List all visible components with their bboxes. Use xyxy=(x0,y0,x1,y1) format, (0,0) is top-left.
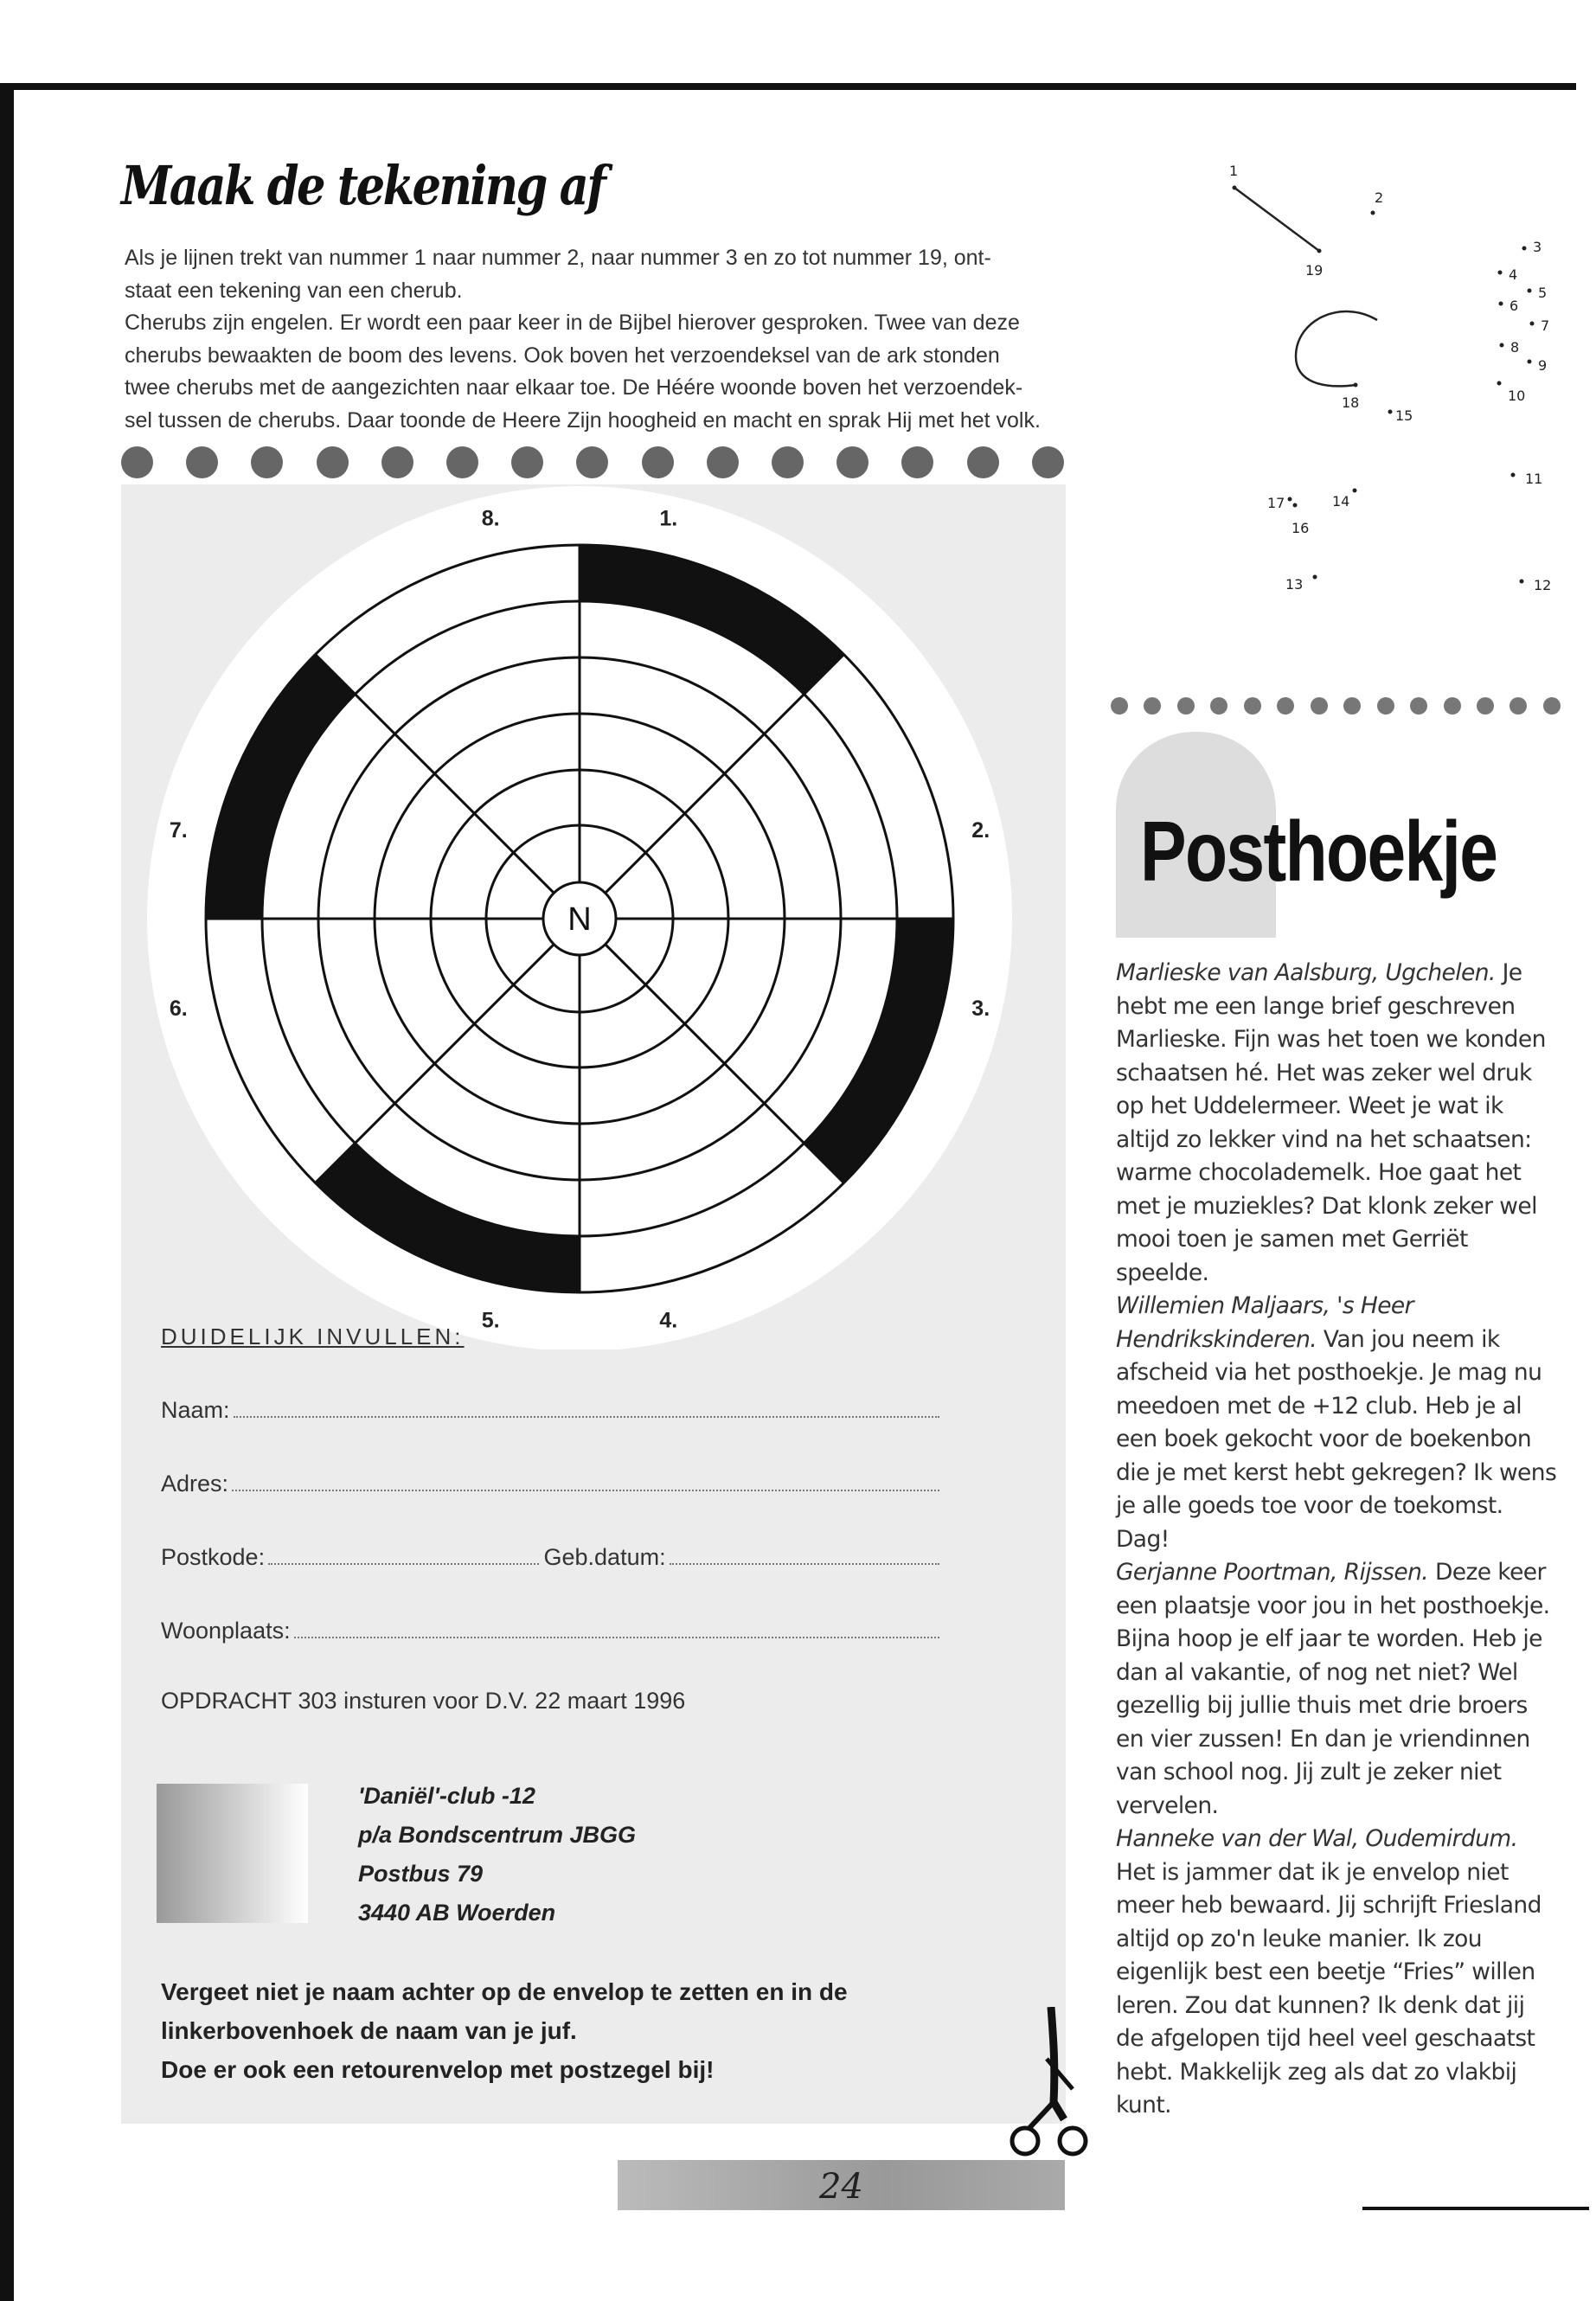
puzzle-number: 3 xyxy=(1533,239,1542,255)
puzzle-dot xyxy=(1353,489,1357,493)
puzzle-dot xyxy=(1528,289,1532,293)
puzzle-dot xyxy=(1233,186,1237,190)
mailing-address xyxy=(358,1777,636,1932)
puzzle-dot xyxy=(1528,360,1532,364)
puzzle-dot xyxy=(1520,580,1524,584)
address-label: Adres: xyxy=(161,1471,229,1497)
divider-dot xyxy=(446,446,478,478)
puzzle-dot xyxy=(1499,302,1503,306)
puzzle-number: 15 xyxy=(1395,407,1413,424)
divider-dot xyxy=(1477,697,1494,715)
puzzle-number: 11 xyxy=(1525,471,1543,487)
puzzle-dot xyxy=(1288,497,1292,502)
address-blank[interactable] xyxy=(232,1489,939,1491)
divider-dot xyxy=(1244,697,1261,715)
divider-dot xyxy=(1444,697,1461,715)
puzzle-dot xyxy=(1522,247,1527,251)
puzzle-number: 12 xyxy=(1534,577,1552,593)
letter-name: Willemien Maljaars, 's Heer Hendrikskinderen. xyxy=(1116,1292,1413,1353)
reminder-line: Doe er ook een retourenvelop met postzegel bij! xyxy=(161,2056,715,2083)
name-blank[interactable] xyxy=(234,1415,939,1418)
postcode-blank[interactable] xyxy=(268,1562,538,1565)
letter-name: Marlieske van Aalsburg, Ugchelen. xyxy=(1116,959,1496,986)
page-number: 24 xyxy=(819,2167,863,2207)
puzzle-number: 5 xyxy=(1538,285,1548,301)
compass-wheel xyxy=(121,484,1066,1349)
page-border-top xyxy=(0,83,1576,90)
puzzle-number: 2 xyxy=(1375,189,1384,206)
divider-dot xyxy=(1277,697,1294,715)
dot-divider xyxy=(121,446,1064,478)
puzzle-dot xyxy=(1498,271,1503,275)
page-border-left xyxy=(0,83,14,2301)
segment-label: 4. xyxy=(659,1308,678,1333)
puzzle-number: 7 xyxy=(1541,317,1550,334)
name-field[interactable] xyxy=(161,1397,939,1424)
intro-text xyxy=(125,242,1215,437)
puzzle-number: 17 xyxy=(1267,495,1285,511)
divider-dot xyxy=(576,446,608,478)
posthoekje-title: Posthoekje xyxy=(1140,804,1497,899)
reminder-text xyxy=(161,1972,991,2089)
address-line: Postbus 79 xyxy=(358,1861,484,1887)
segment-label: 5. xyxy=(481,1308,500,1333)
postcode-birthdate-row xyxy=(161,1544,939,1571)
puzzle-dot xyxy=(1530,322,1535,326)
city-field[interactable] xyxy=(161,1618,939,1644)
segment-label: 7. xyxy=(169,818,188,843)
divider-dot xyxy=(1410,697,1427,715)
divider-dot xyxy=(772,446,804,478)
reminder-line: linkerbovenhoek de naam van je juf. xyxy=(161,2017,577,2044)
address-line: 3440 AB Woerden xyxy=(358,1900,556,1926)
segment-label: 1. xyxy=(659,506,678,531)
postcode-label: Postkode: xyxy=(161,1544,266,1570)
form-heading: DUIDELIJK INVULLEN: xyxy=(161,1324,465,1349)
divider-dot xyxy=(1377,697,1394,715)
letter-body: Van jou neem ik afscheid via het posthoekje. Je mag nu meedoen met de +12 club. Heb je al een boek gekocht voor de boekenbon die je met kerst hebt gekregen? Ik wens je alle goeds toe voor de toekomst. Dag! xyxy=(1116,1325,1557,1553)
divider-dot xyxy=(1032,446,1064,478)
puzzle-number: 1 xyxy=(1229,163,1239,179)
puzzle-number: 16 xyxy=(1292,520,1310,536)
divider-dot xyxy=(1543,697,1561,715)
divider-dot xyxy=(121,446,153,478)
divider-dot xyxy=(642,446,674,478)
divider-dot xyxy=(1343,697,1361,715)
drawn-line xyxy=(1234,188,1319,251)
letter-body: Deze keer een plaatsje voor jou in het posthoekje. Bijna hoop je elf jaar te worden. Heb je dan al vakantie, of nog net niet? Wel gezellig bij jullie thuis met drie broers en vier zussen! En dan je vriendinnen van school nog. Jij zult je zeker niet vervelen. xyxy=(1116,1559,1550,1819)
address-line: p/a Bondscentrum JBGG xyxy=(358,1822,637,1848)
divider-dot xyxy=(1210,697,1227,715)
divider-dot xyxy=(1177,697,1195,715)
puzzle-dot xyxy=(1293,503,1298,508)
puzzle-number: 13 xyxy=(1285,576,1304,593)
puzzle-number: 9 xyxy=(1538,357,1548,374)
puzzle-number: 4 xyxy=(1509,266,1518,283)
letter-body: Je hebt me een lange brief geschreven Marlieske. Fijn was het toen we konden schaatsen hé. Het was zeker wel druk op het Uddelermeer. Weet je wat ik altijd zo lekker vind na het schaatsen: warme chocolademelk. Hoe gaat het met je muziekles? Dat klonk zeker wel mooi toen je samen met Gerriët speelde. xyxy=(1116,959,1546,1286)
puzzle-number: 6 xyxy=(1509,298,1519,314)
segment-label: 2. xyxy=(971,818,990,843)
wheel-center-label: N xyxy=(567,901,592,938)
divider-dot xyxy=(1144,697,1161,715)
letter-body: Het is jammer dat ik je envelop niet meer heb bewaard. Jij schrijft Friesland altijd op zo'n leuke manier. Ik zou eigenlijk best een beetje “Fries” willen leren. Zou dat kunnen? Ik denk dat jij de afgelopen tijd heel veel geschaatst hebt. Makkelijk zeg als dat zo vlakbij kunt. xyxy=(1116,1858,1542,2118)
puzzle-dot xyxy=(1313,575,1317,580)
puzzle-number: 19 xyxy=(1305,262,1324,279)
segment-label: 8. xyxy=(481,506,500,531)
divider-dot xyxy=(251,446,283,478)
puzzle-number: 18 xyxy=(1342,394,1360,411)
intro-line: twee cherubs met de aangezichten naar elkaar toe. De Héére woonde boven het verzoendek- xyxy=(125,375,1023,400)
puzzle-dot xyxy=(1371,211,1375,215)
drawn-curve xyxy=(1296,311,1377,386)
divider-dot xyxy=(836,446,869,478)
birthdate-label: Geb.datum: xyxy=(543,1544,666,1570)
puzzle-dot xyxy=(1317,249,1322,253)
page-title: Maak de tekening af xyxy=(121,154,605,217)
puzzle-number: 10 xyxy=(1508,388,1526,404)
deadline-text: OPDRACHT 303 insturen voor D.V. 22 maart 1996 xyxy=(161,1688,686,1714)
intro-line: sel tussen de cherubs. Daar toonde de Heere Zijn hoogheid en macht en sprak Hij met het volk. xyxy=(125,407,1041,433)
address-line: 'Daniël'-club -12 xyxy=(358,1783,535,1809)
scissors-icon xyxy=(1003,2007,1099,2167)
address-field[interactable] xyxy=(161,1471,939,1497)
puzzle-dot xyxy=(1388,410,1393,414)
intro-line: cherubs bewaakten de boom des levens. Ook boven het verzoendeksel van de ark stonden xyxy=(125,343,1000,368)
connect-the-dots-puzzle xyxy=(1194,156,1592,709)
page-border-bottom xyxy=(1362,2207,1589,2210)
city-label: Woonplaats: xyxy=(161,1618,291,1644)
divider-dot xyxy=(1311,697,1328,715)
intro-line: Als je lijnen trekt van nummer 1 naar nummer 2, naar nummer 3 en zo tot nummer 19, ont- xyxy=(125,246,991,270)
segment-label: 6. xyxy=(169,996,188,1021)
puzzle-dot xyxy=(1500,343,1504,348)
letter-name: Gerjanne Poortman, Rijssen. xyxy=(1116,1559,1429,1586)
puzzle-number: 8 xyxy=(1510,339,1520,356)
city-blank[interactable] xyxy=(294,1636,939,1638)
reminder-line: Vergeet niet je naam achter op de envelop te zetten en in de xyxy=(161,1978,848,2005)
divider-dot xyxy=(1111,697,1128,715)
divider-dot xyxy=(317,446,349,478)
divider-dot xyxy=(511,446,543,478)
divider-dot xyxy=(186,446,218,478)
entry-form xyxy=(161,1324,939,1715)
letter-name: Hanneke van der Wal, Oudemirdum. xyxy=(1116,1825,1518,1852)
stamp-placeholder xyxy=(157,1784,308,1923)
puzzle-dot xyxy=(1511,473,1516,478)
name-label: Naam: xyxy=(161,1397,230,1423)
birthdate-blank[interactable] xyxy=(670,1562,939,1565)
segment-label: 3. xyxy=(971,996,990,1021)
divider-dot xyxy=(1509,697,1527,715)
puzzle-dot xyxy=(1354,383,1358,388)
puzzle-dot xyxy=(1497,381,1502,386)
divider-dot xyxy=(381,446,413,478)
intro-line: staat een tekening van een cherub. xyxy=(125,278,463,303)
divider-dot xyxy=(967,446,999,478)
dot-divider xyxy=(1111,697,1561,715)
posthoekje-letters xyxy=(1116,957,1557,2123)
intro-line: Cherubs zijn engelen. Er wordt een paar keer in de Bijbel hierover gesproken. Twee van deze xyxy=(125,311,1020,335)
divider-dot xyxy=(901,446,933,478)
puzzle-number: 14 xyxy=(1332,493,1350,510)
divider-dot xyxy=(707,446,739,478)
